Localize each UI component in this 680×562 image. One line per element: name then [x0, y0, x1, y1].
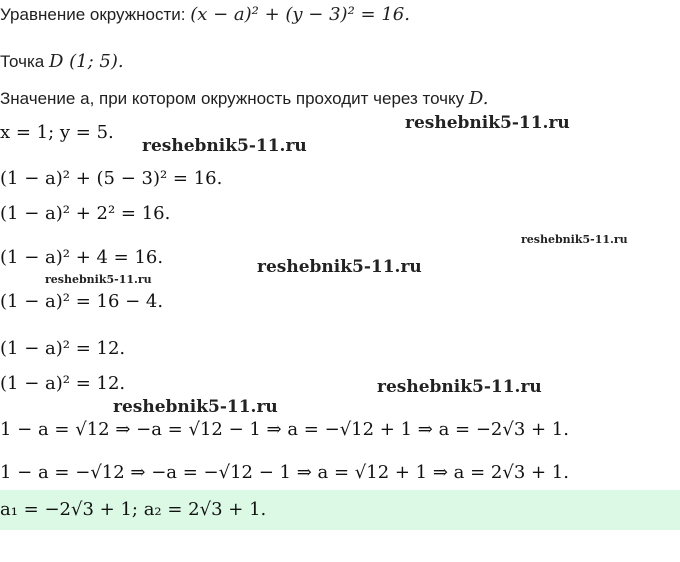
watermark: reshebnik5-11.ru	[377, 377, 542, 397]
watermark: reshebnik5-11.ru	[113, 397, 278, 417]
watermark: reshebnik5-11.ru	[257, 257, 422, 277]
watermark: reshebnik5-11.ru	[521, 233, 628, 246]
watermark: reshebnik5-11.ru	[405, 113, 570, 133]
step-equation: (1 − a)² + (5 − 3)² = 16.	[0, 168, 223, 189]
question-text: Значение a, при котором окружность проходит через точку	[0, 89, 465, 108]
point-label: Точка	[0, 52, 45, 71]
step-root-negative: 1 − a = −√12 ⇒ −a = −√12 − 1 ⇒ a = √12 + 1 ⇒ a = 2√3 + 1.	[0, 462, 569, 483]
circle-equation: (x − a)² + (y − 3)² = 16.	[190, 4, 410, 25]
circle-equation-line	[0, 4, 410, 25]
step-equation: (1 − a)² + 4 = 16.	[0, 247, 164, 268]
point-coordinates: D (1; 5).	[49, 51, 124, 72]
equation-label: Уравнение окружности:	[0, 5, 186, 24]
step-equation: (1 − a)² = 12.	[0, 338, 126, 359]
watermark: reshebnik5-11.ru	[45, 273, 152, 286]
question-point: D.	[468, 88, 489, 109]
question-line	[0, 88, 488, 109]
step-substitution: x = 1; y = 5.	[0, 122, 114, 143]
step-equation: (1 − a)² = 12.	[0, 373, 126, 394]
step-equation: (1 − a)² = 16 − 4.	[0, 291, 164, 312]
step-equation: (1 − a)² + 2² = 16.	[0, 203, 171, 224]
point-line	[0, 51, 124, 72]
watermark: reshebnik5-11.ru	[142, 136, 307, 156]
final-answer: a₁ = −2√3 + 1; a₂ = 2√3 + 1.	[0, 499, 267, 520]
step-root-positive: 1 − a = √12 ⇒ −a = √12 − 1 ⇒ a = −√12 + 1 ⇒ a = −2√3 + 1.	[0, 419, 569, 440]
